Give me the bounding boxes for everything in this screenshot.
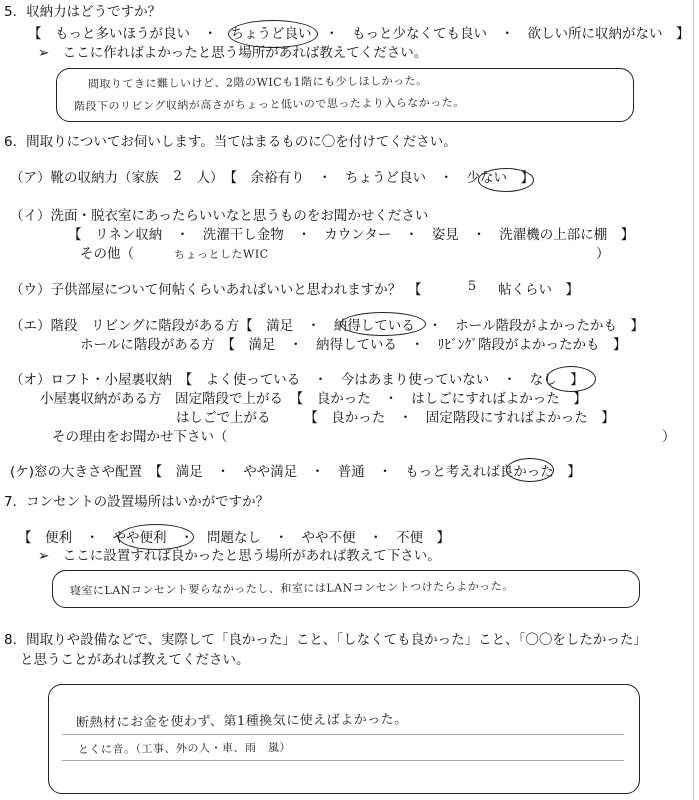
q7-options: 【 便利 ・ やや便利 ・ 問題なし ・ やや不便 ・ 不便 】: [18, 530, 450, 546]
q7-selection-circle: [118, 524, 194, 550]
q5-answer-line2: 階段下のリビング収納が高さがちょっと低いので思ったより入らなかった。: [73, 95, 465, 114]
q6-i-other-close: ）: [596, 246, 610, 262]
q6-u-label: （ウ）子供部屋について何帖くらいあればいいと思われますか？ 【: [10, 282, 422, 298]
q6-o-selection-circle: [546, 366, 596, 392]
q6-ke-selection-circle: [506, 458, 554, 482]
q6-e-selection-circle: [340, 312, 426, 336]
q6-a-prefix: （ア）靴の収納力（家族: [10, 170, 159, 186]
q6-u-unit: 帖くらい 】: [498, 282, 579, 298]
q8-answer-line1: 断熱材にお金を使わず、第1種換気に使えばよかった。: [75, 712, 408, 731]
q7-answer: 寝室にLANコンセント要らなかったし、和室にはLANコンセントつけたらよかった。: [69, 579, 514, 598]
q5-selection-circle: [228, 20, 318, 48]
q8-rule-1: [62, 734, 624, 735]
q6-o-line2: 小屋裏収納がある方 固定階段で上がる 【 良かった ・ はしごにすればよかった 】: [40, 391, 587, 407]
q6-e-line1: （エ）階段 リビングに階段がある方【 満足 ・ 納得している ・ ホール階段がよかったかも 】: [10, 318, 644, 334]
q6-i-options: 【 リネン収納 ・ 洗濯干し金物 ・ カウンター ・ 姿見 ・ 洗濯機の上部に棚 】: [68, 227, 635, 243]
q6-title: 6．間取りについてお伺いします。当てはまるものに〇を付けてください。: [4, 134, 457, 150]
q8-answer-box: [48, 684, 640, 794]
q6-o-line3: はしごで上がる 【 良かった ・ 固定階段にすればよかった 】: [176, 410, 615, 426]
q5-options: 【 もっと多いほうが良い ・ ちょうど良い ・ もっと少なくても良い ・ 欲しい所に収納がない 】: [28, 26, 690, 42]
q5-title: 5．収納力はどうですか？: [4, 4, 162, 20]
q8-answer-line2: とくに音。（工事、外の人・車、雨 嵐）: [77, 740, 292, 757]
q6-a-selection-circle: [478, 168, 534, 192]
q6-a-family-count: 2: [173, 168, 182, 185]
q6-e-line2: ホールに階段がある方 【 満足 ・ 納得している ・ ﾘﾋﾞﾝｸﾞ階段がよかったかも 】: [80, 337, 627, 353]
q6-o-line1: （オ）ロフト・小屋裏収納 【 よく使っている ・ 今はあまり使っていない ・ なし 】: [10, 372, 584, 388]
q6-u-value: 5: [467, 278, 477, 295]
q6-a-suffix: 人） 【 余裕有り ・ ちょうど良い ・ 少ない 】: [196, 170, 534, 186]
q7-prompt: ➢ ここに設置すれば良かったと思う場所があれば教えて下さい。: [38, 548, 441, 564]
q8-title-line2: と思うことがあれば教えてください。: [20, 652, 250, 668]
q5-prompt: ➢ ここに作ればよかったと思う場所があれば教えてください。: [38, 45, 428, 61]
q6-i-other-answer: ちょっとしたWIC: [173, 247, 269, 262]
q8-title-line1: 8．間取りや設備などで、実際して「良かった」こと、「しなくても良かった」こと、「〇〇をしたかった」: [4, 632, 647, 648]
scan-edge-line: [693, 0, 694, 800]
q6-o-line4: その理由をお聞かせ下さい（: [52, 429, 228, 445]
q6-a-line: [10, 170, 534, 187]
q6-o-close: ）: [662, 429, 676, 445]
q6-ke-line: (ケ)窓の大きさや配置 【 満足 ・ やや満足 ・ 普通 ・ もっと考えれば良かった 】: [10, 464, 581, 480]
q5-answer-line1: 間取りてきに難しいけど、2階のWICも1階にも少しほしかった。: [87, 74, 428, 91]
q6-i-label: （イ）洗面・脱衣室にあったらいいなと思うものをお聞かせください: [10, 208, 429, 224]
q8-rule-2: [62, 760, 624, 761]
q7-title: 7．コンセントの設置場所はいかがですか？: [4, 494, 270, 510]
q6-i-other-label: その他（: [80, 246, 134, 262]
